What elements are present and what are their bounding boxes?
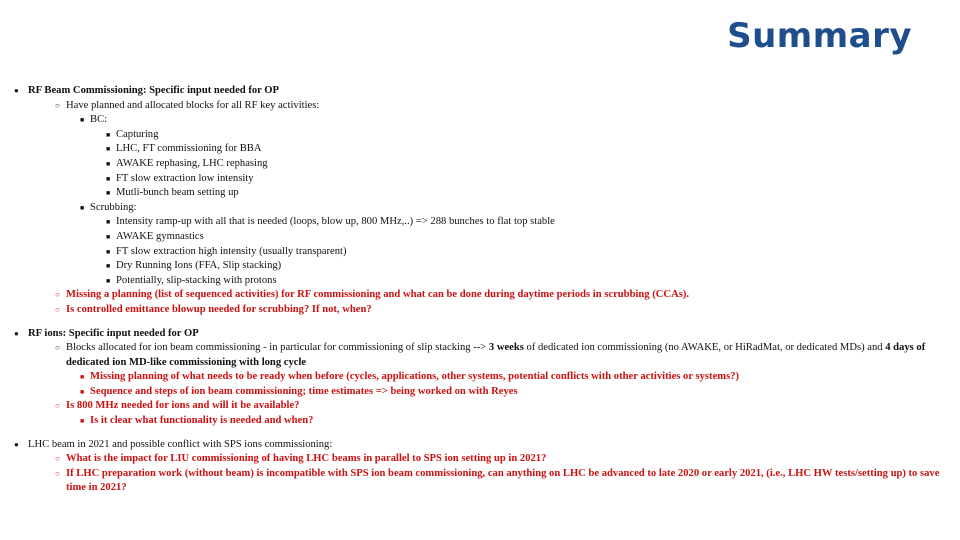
list-item: ○ Have planned and allocated blocks for all RF key activities: ■ BC: ■ Capturing ■ LHC, FT commissioning for BBA ■ AWAKE rephasing, LHC rephasing ■ FT slow extraction low intensity ■ Mutli-bunch beam setting up ■ Scrubbing: ■ Intensity ramp-up with all that is needed (loops, blow up, 800 MHz,..) => 288 bunches to flat top stable ■ AWAKE gymnastics ■ FT slow extraction high intensity (usually transparent) ■ Dry Running Ions (FFA, Slip stacking) ■ Potentially, slip-stacking with protons bbox=[44, 99, 958, 289]
slide-title: Summary bbox=[727, 16, 912, 56]
list-item: ■ Is it clear what functionality is needed and when? bbox=[80, 414, 958, 429]
list-item: ■ Intensity ramp-up with all that is needed (loops, blow up, 800 MHz,..) => 288 bunches to flat top stable bbox=[106, 215, 958, 230]
list-item: ■ Potentially, slip-stacking with protons bbox=[106, 274, 958, 289]
list-item: ■ Sequence and steps of ion beam commissioning; time estimates => being worked on with Reyes bbox=[80, 385, 958, 400]
list-item: ■ FT slow extraction low intensity bbox=[106, 172, 958, 187]
list-item: ○ Is controlled emittance blowup needed for scrubbing? If not, when? bbox=[44, 303, 958, 318]
list-item: ■ LHC, FT commissioning for BBA bbox=[106, 142, 958, 157]
section-heading: RF Beam Commissioning: Specific input needed for OP bbox=[28, 85, 280, 96]
list-item: ■ AWAKE gymnastics bbox=[106, 230, 958, 245]
section-rf-ions bbox=[14, 327, 958, 429]
list-item: ■ AWAKE rephasing, LHC rephasing bbox=[106, 157, 958, 172]
list-item: ■ Capturing bbox=[106, 128, 958, 143]
list-item: ■ BC: ■ Capturing ■ LHC, FT commissioning for BBA ■ AWAKE rephasing, LHC rephasing ■ FT slow extraction low intensity ■ Mutli-bunch beam setting up bbox=[80, 113, 958, 201]
list-item: ○ What is the impact for LIU commissioning of having LHC beams in parallel to SPS ion setting up in 2021? bbox=[44, 452, 958, 467]
list-item bbox=[14, 438, 958, 496]
section-rf-beam bbox=[14, 84, 958, 318]
list-item: ○ Missing a planning (list of sequenced activities) for RF commissioning and what can be done during daytime periods in scrubbing (CCAs). bbox=[44, 288, 958, 303]
list-item: ○ If LHC preparation work (without beam) is incompatible with SPS ion beam commissioning, can anything on LHC be advanced to late 2020 or early 2021, (i.e., LHC HW tests/setting up) to save time in 2021? bbox=[44, 467, 958, 496]
list-item: ○ Blocks allocated for ion beam commissioning - in particular for commissioning of slip stacking --> 3 weeks of dedicated ion commissioning (no AWAKE, or HiRadMat, or dedicated MDs) and 4 days of dedicated ion MD-like commissioning with long cycle ■ Missing planning of what needs to be ready when before (cycles, applications, other systems, potential conflicts with other activities or systems?) ■ Sequence and steps of ion beam commissioning; time estimates => being worked on with Reyes bbox=[44, 341, 958, 399]
section-heading: LHC beam in 2021 and possible conflict with SPS ions commissioning: bbox=[28, 438, 333, 450]
list-item bbox=[14, 327, 958, 429]
slide-content bbox=[14, 84, 958, 496]
section-heading: RF ions: Specific input needed for OP bbox=[28, 327, 199, 339]
section-lhc-beam bbox=[14, 438, 958, 496]
list-item: ○ Is 800 MHz needed for ions and will it be available? ■ Is it clear what functionality is needed and when? bbox=[44, 399, 958, 428]
list-item: ■ Dry Running Ions (FFA, Slip stacking) bbox=[106, 259, 958, 274]
list-item: ■ Missing planning of what needs to be ready when before (cycles, applications, other systems, potential conflicts with other activities or systems?) bbox=[80, 370, 958, 385]
list-item: ■ FT slow extraction high intensity (usually transparent) bbox=[106, 245, 958, 260]
list-item: ■ Scrubbing: ■ Intensity ramp-up with all that is needed (loops, blow up, 800 MHz,..) => 288 bunches to flat top stable ■ AWAKE gymnastics ■ FT slow extraction high intensity (usually transparent) ■ Dry Running Ions (FFA, Slip stacking) ■ Potentially, slip-stacking with protons bbox=[80, 201, 958, 289]
list-item bbox=[14, 84, 958, 318]
list-item: ■ Mutli-bunch beam setting up bbox=[106, 186, 958, 201]
